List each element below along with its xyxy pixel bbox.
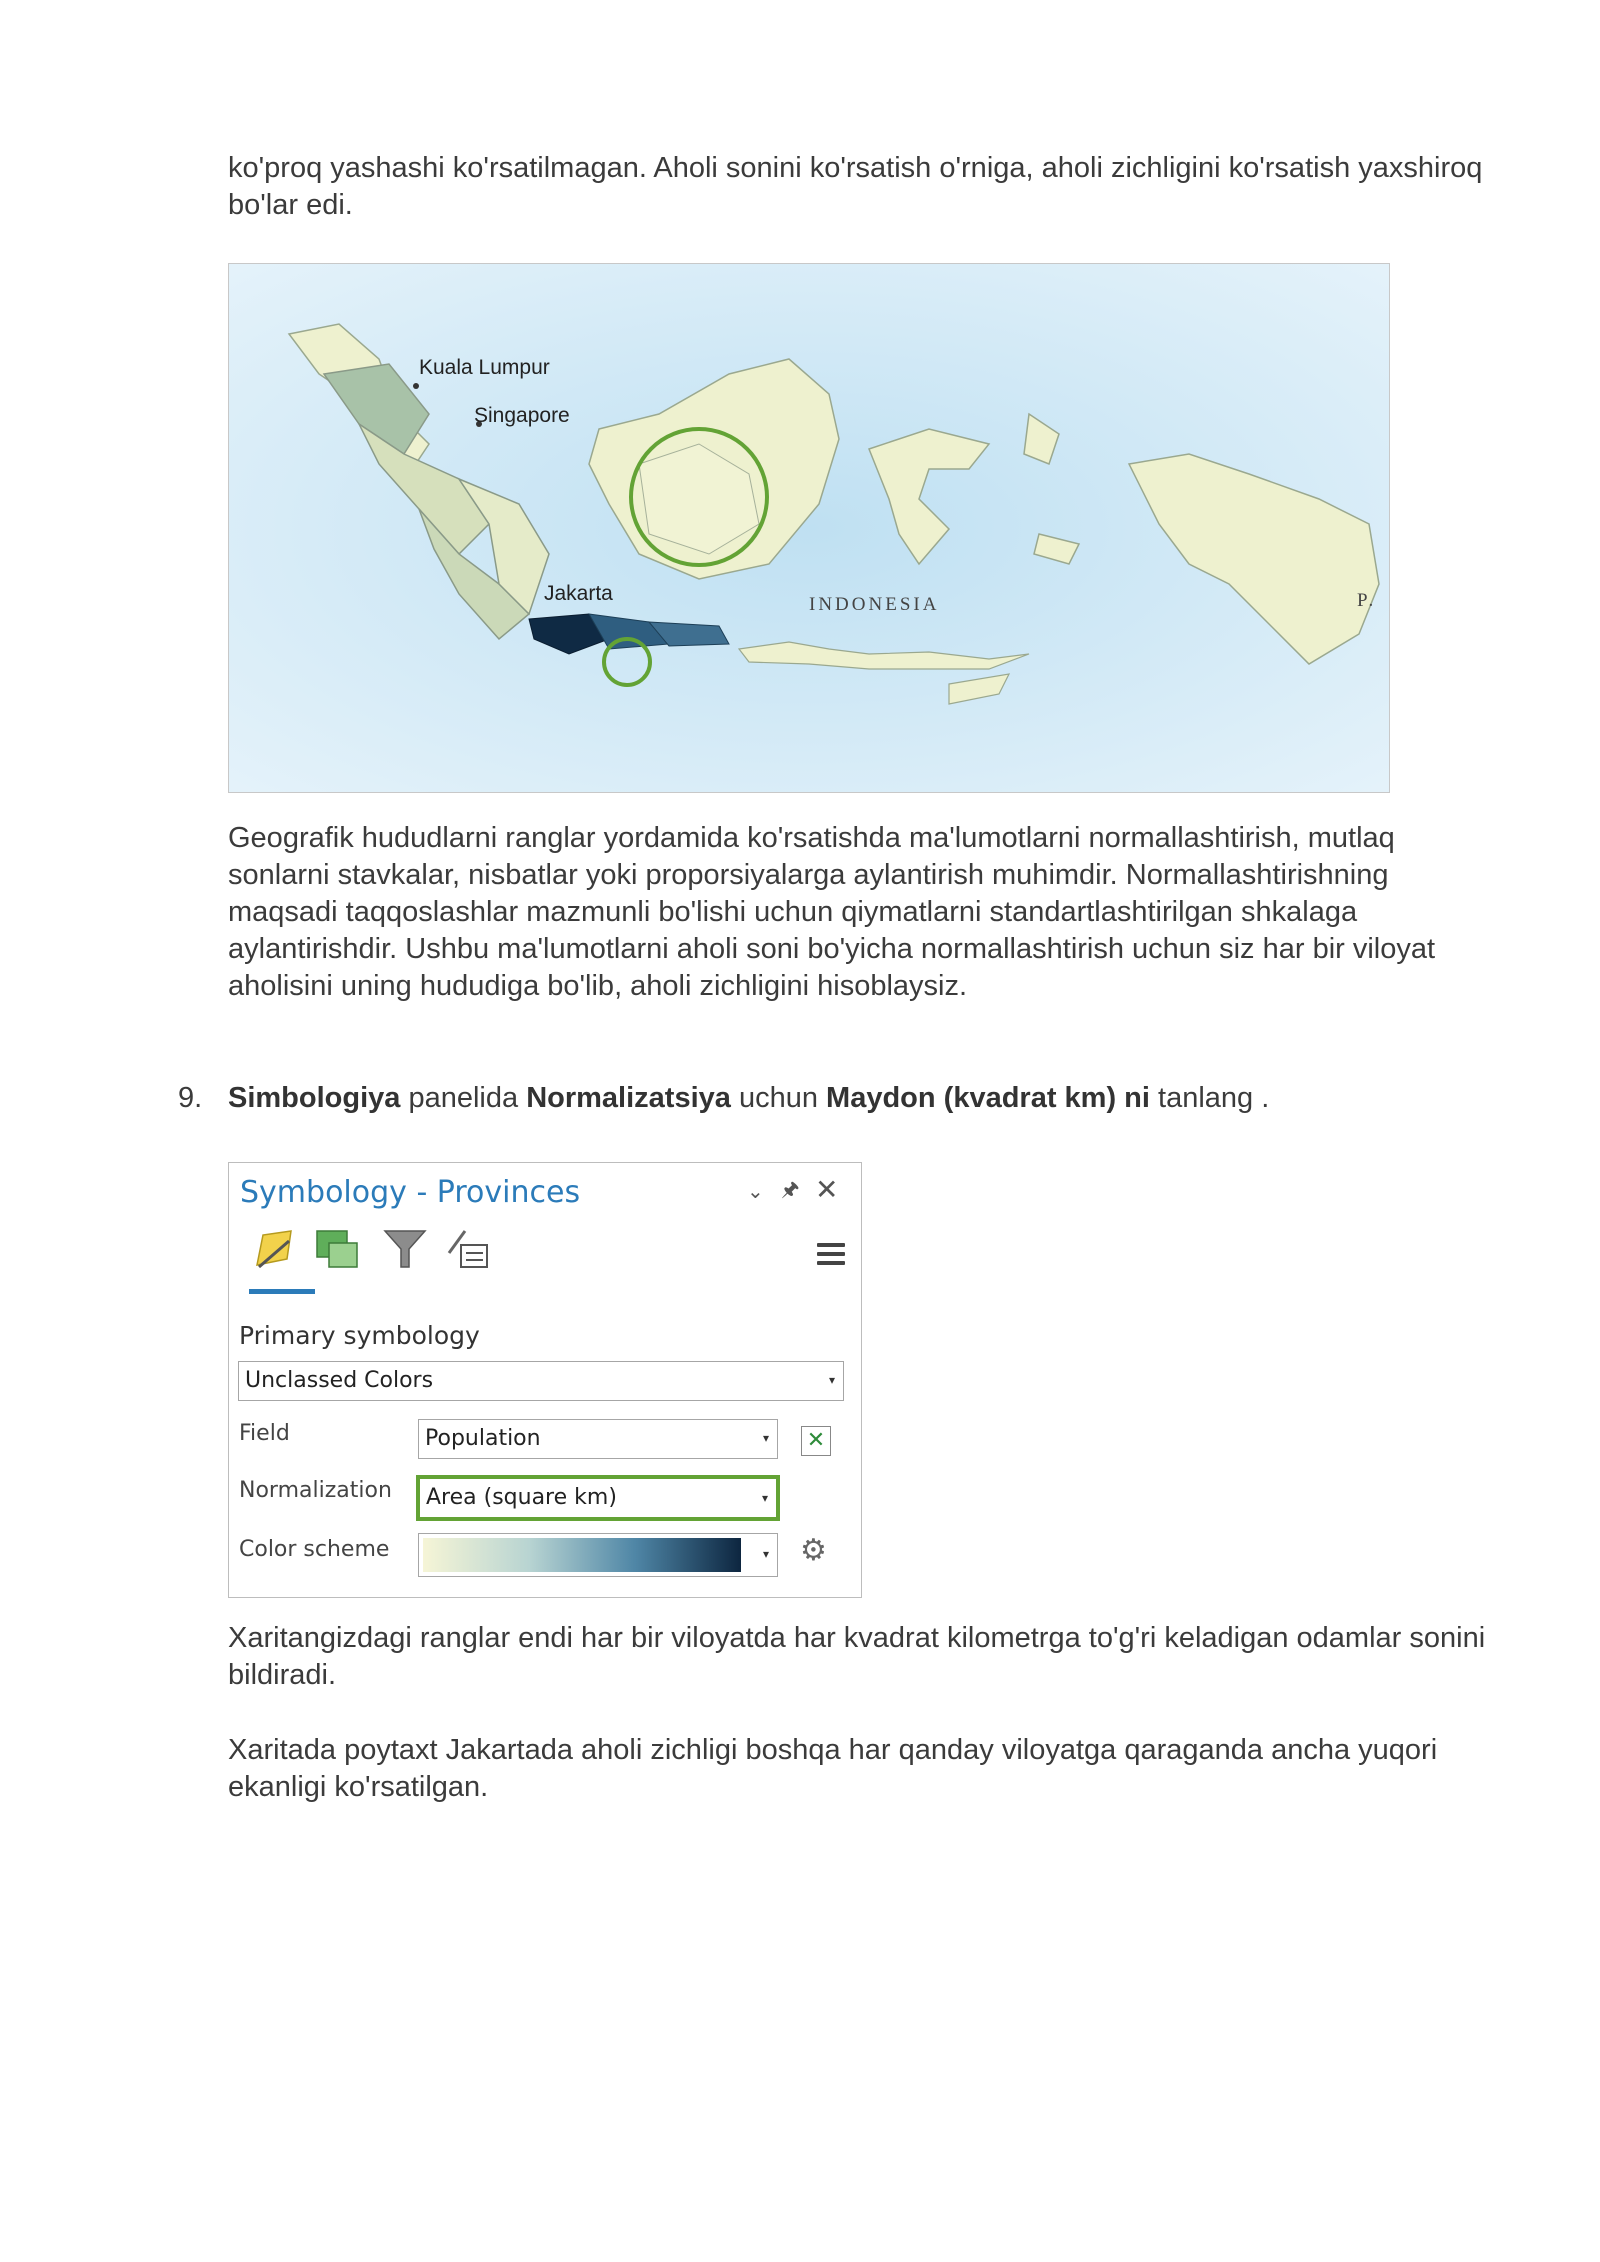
normalize-paragraph: Geografik hududlarni ranglar yordamida ko'rsatishda ma'lumotlarni normallashtirish, mutlaq sonlarni stavkalar, nisbatlar yoki proporsiyalarga aylantirish muhimdir. Normallashtirishning maqsadi taqqoslashlar mazmunli bo'lishi uchun qiymatlarni standartlashtirilgan shkalaga aylantirishdir. Ushbu ma'lumotlarni aholi soni bo'yicha normallashtirish uchun siz har bir viloyat aholisini uning hududiga bo'lib, aholi zichligini hisoblaysiz. [228,822,1436,1002]
chevron-down-icon[interactable]: ⌄ [747,1179,764,1203]
kuala-lumpur-dot [413,383,419,389]
field-label: Field [239,1421,290,1446]
color-scheme-ramp [423,1538,741,1572]
symbology-panel [228,1162,862,1598]
filter-icon[interactable] [379,1223,431,1275]
field-select[interactable] [418,1419,778,1459]
label-jakarta: Jakarta [544,582,613,605]
normalization-label: Normalization [239,1478,392,1503]
step-bold-3: Maydon (kvadrat km) ni [826,1082,1150,1114]
result-paragraph-1: Xaritangizdagi ranglar endi har bir viloyatda har kvadrat kilometrga to'g'ri keladigan odamlar sonini bildiradi. [228,1622,1486,1691]
expression-icon[interactable]: ✕ [801,1426,831,1456]
pin-icon[interactable]: 🖈 [781,1177,800,1201]
close-icon[interactable]: ✕ [815,1173,839,1206]
field-value: Population [425,1426,541,1451]
step-text-2: uchun [730,1082,827,1114]
label-edge: P. [1357,590,1377,611]
gear-icon[interactable]: ⚙ [800,1533,827,1568]
label-indonesia: INDONESIA [809,594,940,615]
label-settings-icon[interactable] [443,1223,495,1275]
step-bold-2: Normalizatsiya [526,1082,731,1114]
normalization-value: Area (square km) [426,1485,617,1510]
primary-symbology-select[interactable] [238,1361,844,1401]
color-scheme-label: Color scheme [239,1537,390,1562]
primary-symbology-value: Unclassed Colors [245,1368,434,1393]
primary-symbology-tab-icon[interactable] [249,1223,301,1275]
step-number: 9. [178,1082,203,1114]
indonesia-population-map [228,263,1390,793]
active-tab-indicator [249,1289,315,1294]
menu-icon[interactable] [817,1243,845,1270]
primary-symbology-label: Primary symbology [239,1321,480,1350]
panel-title: Symbology - Provinces [240,1175,581,1210]
result-paragraph-2: Xaritada poytaxt Jakartada aholi zichligi boshqa har qanday viloyatga qaraganda ancha yuqori ekanligi ko'rsatilgan. [228,1734,1438,1803]
vary-symbology-tab-icon[interactable] [313,1223,365,1275]
step-text-3: tanlang . [1149,1082,1270,1114]
step-text-1: panelida [400,1082,527,1114]
label-kuala-lumpur: Kuala Lumpur [419,356,550,379]
dropdown-arrow-icon: ▾ [761,1491,768,1505]
dropdown-arrow-icon: ▾ [762,1431,769,1445]
intro-paragraph: ko'proq yashashi ko'rsatilmagan. Aholi sonini ko'rsatish o'rniga, aholi zichligini ko'rsatish yaxshiroq bo'lar edi. [228,152,1483,221]
step-bold-1: Simbologiya [228,1082,401,1114]
dropdown-arrow-icon: ▾ [762,1547,769,1561]
label-singapore: Singapore [474,404,570,427]
dropdown-arrow-icon: ▾ [828,1373,835,1387]
color-scheme-select[interactable] [418,1533,778,1577]
step-9 [178,1080,1269,1117]
normalization-select[interactable] [416,1475,780,1521]
